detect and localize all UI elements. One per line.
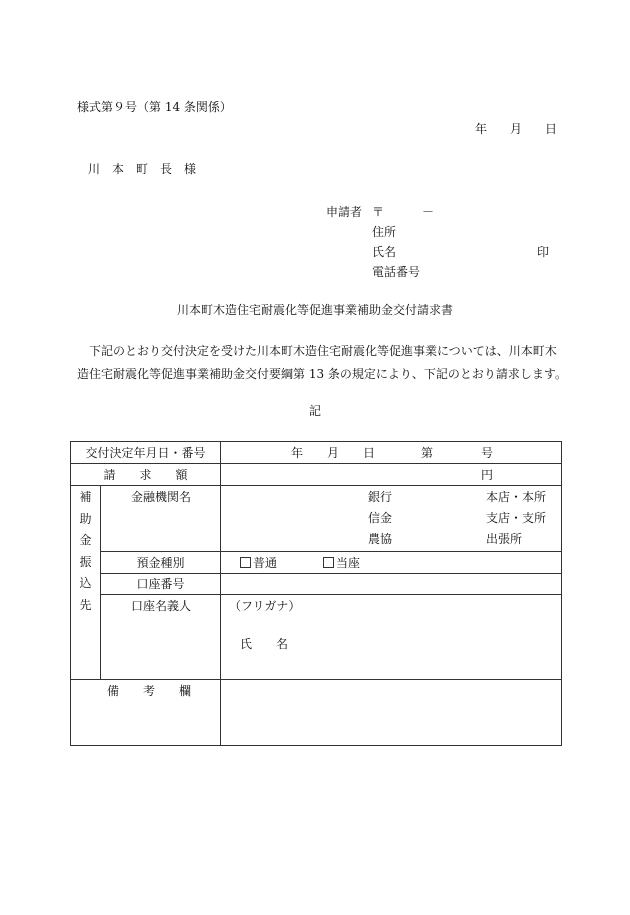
bank-field[interactable] [221, 486, 562, 552]
amount-row [71, 464, 562, 486]
phone-label: 電話番号 [372, 265, 421, 279]
deposit-option-futsuu-label: 普通 [253, 556, 278, 570]
amount-unit: 円 [481, 468, 494, 482]
vchar-6: 先 [79, 597, 92, 612]
account-number-field[interactable] [221, 574, 562, 595]
account-holder-field[interactable] [221, 595, 562, 680]
date-month: 月 [510, 122, 523, 136]
deposit-option-touza[interactable] [323, 557, 360, 569]
amount-label: 請 求 額 [71, 464, 221, 486]
vchar-4: 振 [79, 554, 92, 569]
remarks-label-cell [71, 680, 221, 746]
applicant-label: 申請者 [326, 205, 363, 219]
body-line-1: 下記のとおり交付決定を受けた川本町木造住宅耐震化等促進事業については、川本町木 [89, 344, 557, 358]
address-label: 住所 [372, 225, 397, 239]
deposit-option-futsuu[interactable] [240, 557, 277, 569]
checkbox-futsuu-icon[interactable] [240, 557, 251, 568]
account-holder-row [71, 595, 562, 680]
remarks-label: 備 考 欄 [107, 684, 192, 698]
account-number-label: 口座番号 [101, 574, 221, 595]
deposit-label: 預金種別 [101, 552, 221, 574]
decision-label: 交付決定年月日・番号 [71, 442, 221, 464]
postal-mark: 〒 [372, 205, 385, 219]
deposit-option-touza-label: 当座 [336, 556, 361, 570]
addressee: 川 本 町 長 様 [88, 162, 197, 176]
form-number: 様式第９号（第 14 条関係） [77, 100, 232, 114]
furigana-label: （フリガナ） [229, 599, 301, 613]
decision-month: 月 [327, 446, 340, 460]
deposit-row [71, 552, 562, 574]
bank-label: 金融機関名 [131, 490, 192, 504]
date-day: 日 [545, 122, 558, 136]
bank-type-ginkou: 銀行 [368, 490, 393, 504]
decision-field[interactable] [221, 442, 562, 464]
account-holder-label: 口座名義人 [131, 599, 192, 613]
branch-type-shucchoujo: 出張所 [486, 532, 523, 546]
body-paragraph [77, 340, 567, 386]
seal-mark: 印 [537, 245, 550, 259]
account-number-row [71, 574, 562, 595]
vchar-3: 金 [79, 533, 92, 547]
bank-type-shinkin: 信金 [368, 511, 393, 525]
decision-gou: 号 [481, 446, 494, 460]
deposit-field [221, 552, 562, 574]
decision-year: 年 [291, 446, 304, 460]
document-title: 川本町木造住宅耐震化等促進事業補助金交付請求書 [176, 303, 453, 317]
bank-row [71, 486, 562, 552]
name-label: 氏名 [372, 245, 397, 259]
branch-type-shiten: 支店・支所 [486, 511, 547, 525]
transfer-vertical-label [71, 486, 101, 680]
account-holder-label-cell [101, 595, 221, 680]
vchar-1: 補 [79, 490, 92, 504]
ki-mark: 記 [309, 404, 322, 418]
holder-name-label: 氏 名 [240, 637, 289, 651]
vchar-5: 込 [79, 576, 92, 590]
decision-day: 日 [363, 446, 376, 460]
bank-type-noukyou: 農協 [368, 532, 393, 546]
decision-row [71, 442, 562, 464]
date-year: 年 [475, 122, 488, 136]
decision-dai: 第 [421, 446, 434, 460]
bank-label-cell [101, 486, 221, 552]
branch-type-honten: 本店・本所 [486, 490, 547, 504]
remarks-field[interactable] [221, 680, 562, 746]
remarks-row [71, 680, 562, 746]
body-line-2: 造住宅耐震化等促進事業補助金交付要綱第 13 条の規定により、下記のとおり請求します。 [77, 367, 567, 381]
transfer-form-table [70, 441, 562, 746]
vchar-2: 助 [79, 511, 92, 526]
postal-dash: － [422, 205, 435, 219]
checkbox-touza-icon[interactable] [323, 557, 334, 568]
amount-field[interactable] [221, 464, 562, 486]
